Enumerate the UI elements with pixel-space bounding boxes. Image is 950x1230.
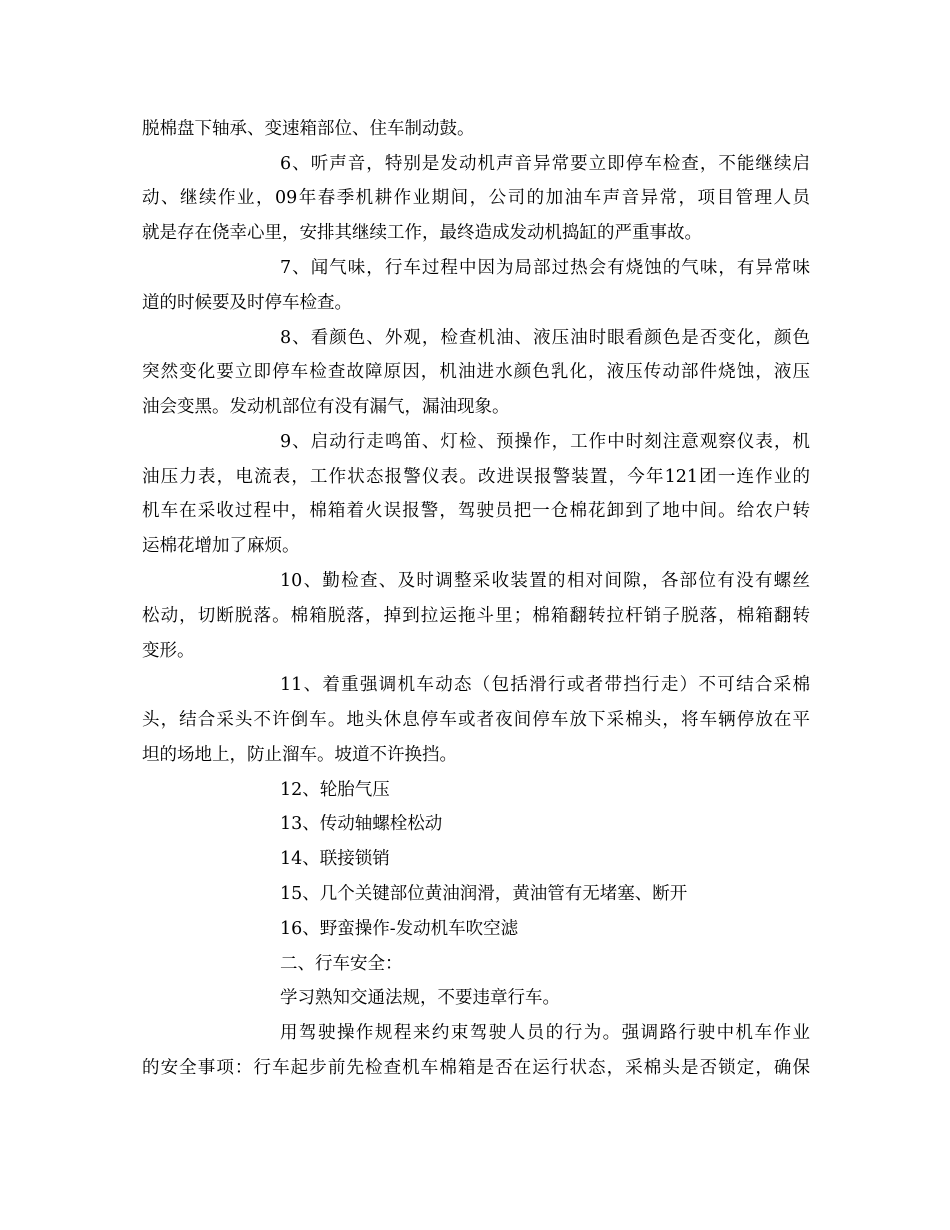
text-line: 用驾驶操作规程来约束驾驶人员的行为。强调路行驶中机车作业: [280, 1023, 810, 1043]
text-line: 头，结合采头不许倒车。地头休息停车或者夜间停车放下采棉头，将车辆停放在平: [142, 710, 810, 730]
text-line: 道的时候要及时停车检查。: [142, 293, 352, 313]
text-line: 运棉花增加了麻烦。: [142, 536, 300, 556]
text-line: 的安全事项：行车起步前先检查机车棉箱是否在运行状态，采棉头是否锁定，确保: [142, 1058, 810, 1078]
text-line: 11、着重强调机车动态（包括滑行或者带挡行走）不可结合采棉: [280, 675, 810, 695]
text-line: 13、传动轴螺栓松动: [280, 814, 443, 834]
text-line: 8、看颜色、外观，检查机油、液压油时眼看颜色是否变化，颜色: [280, 328, 810, 348]
text-line: 油压力表，电流表，工作状态报警仪表。改进误报警装置，今年121团一连作业的: [142, 467, 810, 487]
text-line: 学习熟知交通法规，不要违章行车。: [280, 988, 560, 1008]
text-line: 12、轮胎气压: [280, 780, 390, 800]
text-line: 10、勤检查、及时调整采收装置的相对间隙，各部位有没有螺丝: [280, 571, 810, 591]
text-line: 突然变化要立即停车检查故障原因，机油进水颜色乳化，液压传动部件烧蚀，液压: [142, 362, 810, 382]
text-line: 油会变黑。发动机部位有没有漏气，漏油现象。: [142, 397, 510, 417]
text-line: 坦的场地上，防止溜车。坡道不许换挡。: [142, 745, 457, 765]
text-line: 动、继续作业，09年春季机耕作业期间，公司的加油车声音异常，项目管理人员: [142, 188, 810, 208]
text-line: 松动，切断脱落。棉箱脱落，掉到拉运拖斗里；棉箱翻转拉杆销子脱落，棉箱翻转: [142, 606, 810, 626]
text-line: 就是存在侥幸心里，安排其继续工作，最终造成发动机捣缸的严重事故。: [142, 223, 702, 243]
text-line: 6、听声音，特别是发动机声音异常要立即停车检查，不能继续启: [280, 154, 810, 174]
text-line: 15、几个关键部位黄油润滑，黄油管有无堵塞、断开: [280, 884, 688, 904]
text-line: 9、启动行走鸣笛、灯检、预操作，工作中时刻注意观察仪表，机: [280, 432, 810, 452]
text-line: 脱棉盘下轴承、变速箱部位、住车制动鼓。: [142, 119, 475, 139]
text-line: 机车在采收过程中，棉箱着火误报警，驾驶员把一仓棉花卸到了地中间。给农户转: [142, 501, 810, 521]
text-line: 16、野蛮操作-发动机车吹空滤: [280, 919, 519, 939]
text-line: 7、闻气味，行车过程中因为局部过热会有烧蚀的气味，有异常味: [280, 258, 810, 278]
text-line: 变形。: [142, 641, 195, 661]
text-line: 14、联接锁销: [280, 849, 390, 869]
section-heading: 二、行车安全：: [280, 954, 403, 974]
